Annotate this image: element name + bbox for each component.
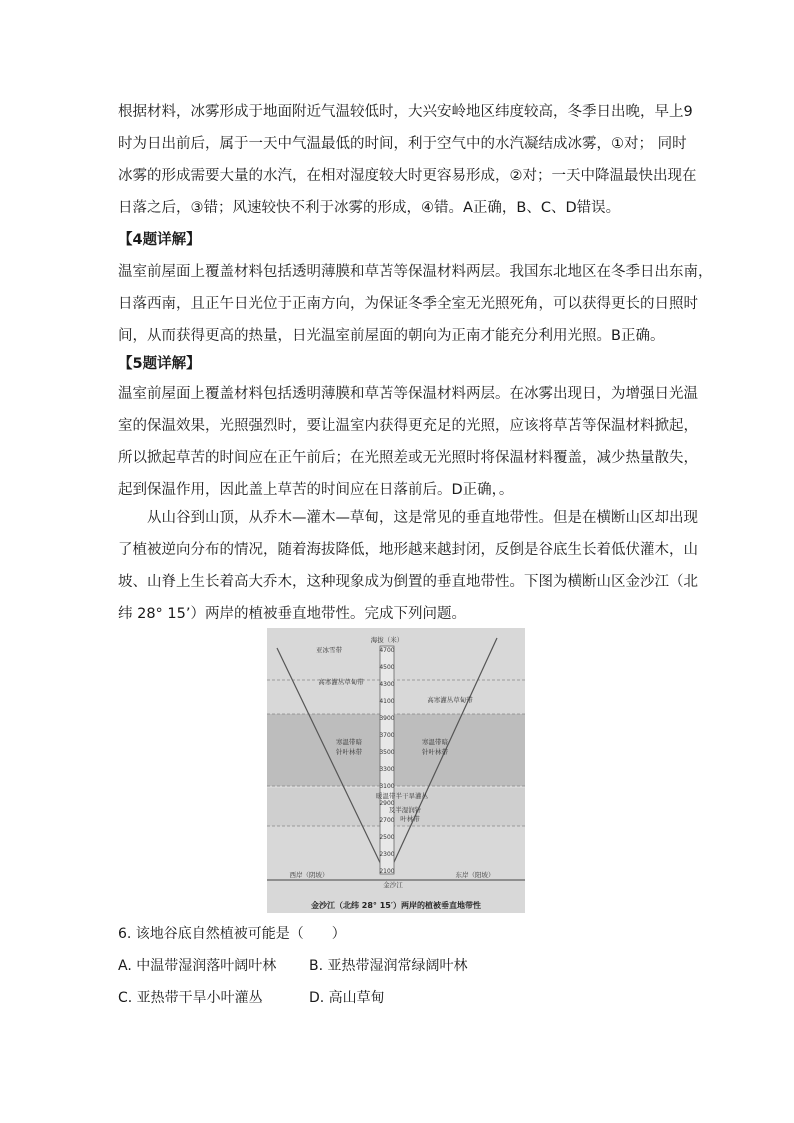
- heading-question-4: 【4题详解】: [118, 232, 201, 248]
- question-stem: 6. 该地谷底自然植被可能是（ ）: [118, 926, 346, 942]
- zone-label-alpine-west: 高寒灌丛草甸带: [318, 678, 364, 686]
- tick-label: 3100: [379, 783, 395, 790]
- text-line: 所以掀起草苦的时间应在正午前后；在光照差或无光照时将保温材料覆盖，减少热量散失，: [118, 450, 698, 466]
- text-line: 温室前屋面上覆盖材料包括透明薄膜和草苫等保温材料两层。在冰雾出现日，为增强日光温: [118, 386, 698, 402]
- text-line: 坡、山脊上生长着高大乔木，这种现象成为倒置的垂直地带性。下图为横断山区金沙江（北: [118, 574, 698, 590]
- zone-label-conifer-west: 针叶林带: [336, 748, 362, 756]
- tick-label: 4700: [379, 647, 395, 654]
- tick-label: 3900: [379, 715, 395, 722]
- river-label: 金沙江: [383, 881, 403, 889]
- tick-label: 2300: [379, 851, 395, 858]
- figure-caption: 金沙江（北纬 28° 15′）两岸的植被垂直地带性: [311, 901, 481, 910]
- text-line: 日落西南，且正午日光位于正南方向，为保证冬季全室无光照死角，可以获得更长的日照时: [118, 296, 698, 312]
- tick-label: 2700: [379, 817, 395, 824]
- text-line: 室的保温效果，光照强烈时，要让温室内获得更充足的光照，应该将草苫等保温材料掀起，: [118, 418, 698, 434]
- text-line: 起到保温作用，因此盖上草苦的时间应在日落前后。D正确，。: [118, 482, 514, 498]
- zone-label-conifer-east: 寒温带暗: [422, 738, 448, 746]
- text-line: 时为日出前后，属于一天中气温最低的时间，利于空气中的水汽凝结成冰雾，①对； 同时: [118, 136, 687, 152]
- text-line: 冰雾的形成需要大量的水汽，在相对湿度较大时更容易形成，②对；一天中降温最快出现在: [118, 168, 697, 184]
- option-d[interactable]: D. 高山草甸: [309, 990, 385, 1006]
- tick-label: 2900: [379, 800, 395, 807]
- option-c[interactable]: C. 亚热带干旱小叶灌丛: [118, 990, 263, 1006]
- tick-label: 4100: [379, 698, 395, 705]
- text-line: 从山谷到山顶，从乔木—灌木—草甸，这是常见的垂直地带性。但是在横断山区却出现: [147, 510, 698, 526]
- tick-label: 4500: [379, 664, 395, 671]
- zone-label-conifer-west: 寒温带暗: [336, 738, 362, 746]
- tick-label: 3500: [379, 749, 395, 756]
- text-line: 根据材料，冰雾形成于地面附近气温较低时，大兴安岭地区纬度较高，冬季日出晚，早上9: [118, 104, 693, 120]
- zone-label-mixed: 及半湿润针: [388, 806, 422, 814]
- option-b[interactable]: B. 亚热带湿润常绿阔叶林: [309, 958, 468, 974]
- heading-question-5: 【5题详解】: [118, 356, 201, 372]
- vegetation-zone-figure: [267, 628, 525, 913]
- zone-label-shrub: 暖温带半干旱灌丛: [376, 792, 428, 800]
- axis-title: 海拔（米）: [370, 636, 404, 644]
- text-line: 了植被逆向分布的情况，随着海拔降低，地形越来越封闭，反倒是谷底生长着低伏灌木，山: [118, 542, 698, 558]
- paragraph-explanation-4: [118, 256, 713, 352]
- paragraph-explanation-3: [118, 96, 697, 224]
- tick-label: 2100: [379, 868, 395, 875]
- west-bank-label: 西岸（阴坡）: [289, 871, 329, 879]
- tick-label: 4300: [379, 681, 395, 688]
- zone-label-mixed: 叶林带: [400, 815, 420, 823]
- paragraph-intro: [118, 502, 698, 630]
- text-line: 间，从而获得更高的热量，日光温室前屋面的朝向为正南才能充分利用光照。B正确。: [118, 328, 665, 344]
- zone-label-subice: 亚冰雪带: [316, 646, 342, 654]
- tick-label: 2500: [379, 834, 395, 841]
- text-line: 日落之后，③错；风速较快不利于冰雾的形成，④错。A正确，B、C、D错误。: [118, 200, 621, 216]
- text-line: 温室前屋面上覆盖材料包括透明薄膜和草苫等保温材料两层。我国东北地区在冬季日出东南，: [118, 264, 713, 280]
- tick-label: 3300: [379, 766, 395, 773]
- text-line: 纬 28° 15’）两岸的植被垂直地带性。完成下列问题。: [118, 606, 466, 622]
- paragraph-explanation-5: [118, 378, 698, 506]
- zone-label-conifer-east: 针叶林带: [422, 748, 448, 756]
- tick-label: 3700: [379, 732, 395, 739]
- option-a[interactable]: A. 中温带湿润落叶阔叶林: [118, 958, 277, 974]
- zone-label-alpine-east: 高寒灌丛草甸带: [427, 696, 473, 704]
- east-bank-label: 东岸（阳坡）: [455, 871, 495, 879]
